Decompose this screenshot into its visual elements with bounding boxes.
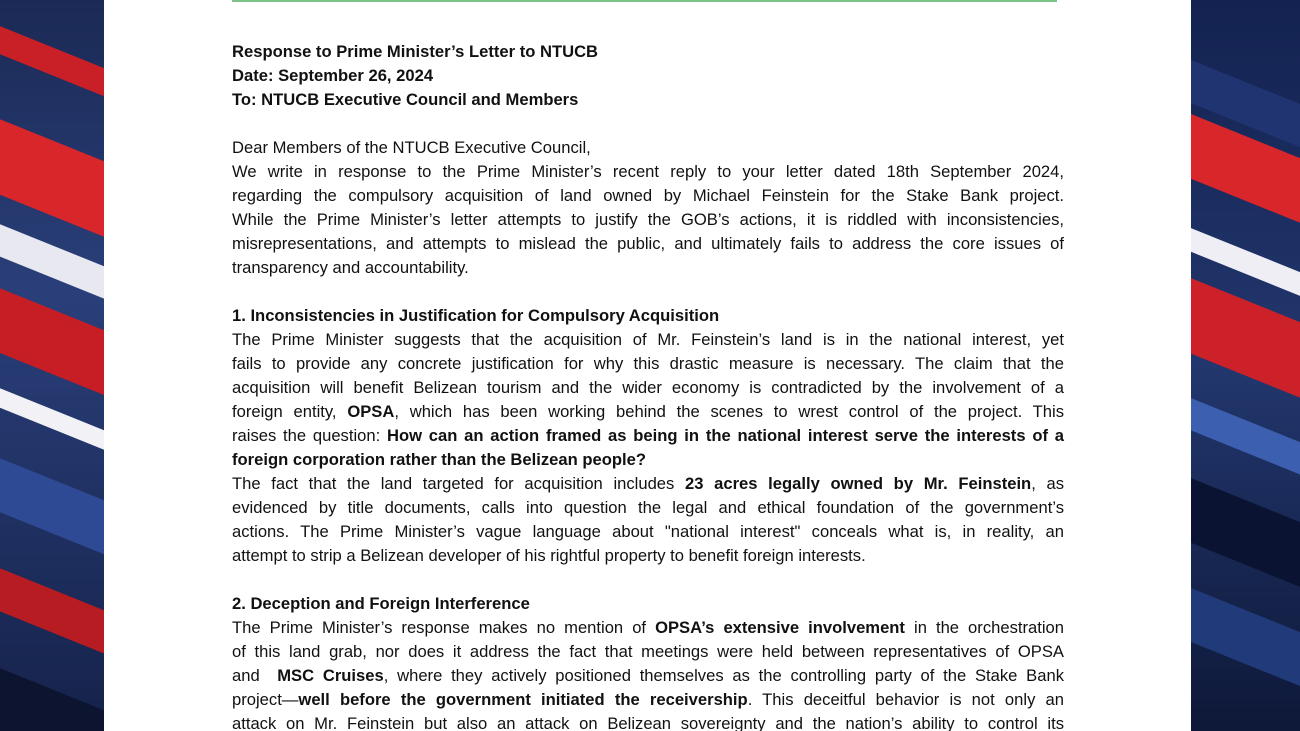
letter-date: Date: September 26, 2024 bbox=[232, 66, 434, 85]
section-2-line bbox=[232, 664, 1064, 688]
text-run: and bbox=[232, 666, 278, 685]
letter-recipients: To: NTUCB Executive Council and Members bbox=[232, 90, 579, 109]
text-run: foreign entity, bbox=[232, 402, 348, 421]
intro-line: While the Prime Minister’s letter attempts to justify the GOB’s actions, it is riddled with inconsistencies, bbox=[232, 210, 1064, 229]
top-rule bbox=[232, 0, 1057, 2]
emphasis-opsa-involvement: OPSA’s extensive involvement bbox=[655, 618, 905, 637]
intro-line: transparency and accountability. bbox=[232, 258, 469, 277]
text-run: , which has been working behind the scenes to wrest control of the project. This bbox=[394, 402, 1065, 421]
section-1-line bbox=[232, 472, 1064, 496]
section-2-line: of this land grab, nor does it address the fact that meetings were held between representatives of OPSA bbox=[232, 642, 1064, 661]
section-1-line: attempt to strip a Belizean developer of his rightful property to benefit foreign interests. bbox=[232, 546, 866, 565]
emphasis-question-end: foreign corporation rather than the Belizean people? bbox=[232, 450, 646, 469]
text-run: , as bbox=[1031, 474, 1065, 493]
section-1-line: fails to provide any concrete justification for why this drastic measure is necessary. The claim that the bbox=[232, 354, 1064, 373]
section-1-line: acquisition will benefit Belizean tourism and the wider economy is contradicted by the involvement of a bbox=[232, 378, 1064, 397]
intro-line: regarding the compulsory acquisition of land owned by Michael Feinstein for the Stake Bank project. bbox=[232, 186, 1064, 205]
section-1-line: evidenced by title documents, calls into question the legal and ethical foundation of the government’s bbox=[232, 498, 1064, 517]
emphasis-question: How can an action framed as being in the national interest serve the interests of a bbox=[387, 426, 1064, 445]
section-1-line: The Prime Minister suggests that the acquisition of Mr. Feinstein’s land is in the national interest, yet bbox=[232, 330, 1064, 349]
emphasis-acreage: 23 acres legally owned by Mr. Feinstein bbox=[685, 474, 1032, 493]
emphasis-receivership: well before the government initiated the receivership bbox=[298, 690, 748, 709]
emphasis-msc-cruises: MSC Cruises bbox=[277, 666, 384, 685]
emphasis-opsa: OPSA bbox=[347, 402, 395, 421]
text-run: The Prime Minister’s response makes no mention of bbox=[232, 618, 656, 637]
section-1-line bbox=[232, 400, 1064, 424]
document-page bbox=[104, 0, 1191, 731]
section-1-line: actions. The Prime Minister’s vague language about "national interest" conceals what is, in reality, an bbox=[232, 522, 1064, 541]
text-run: . This deceitful behavior is not only an bbox=[747, 690, 1064, 709]
intro-line: We write in response to the Prime Minister’s recent reply to your letter dated 18th September 2024, bbox=[232, 162, 1064, 181]
section-1-heading: 1. Inconsistencies in Justification for Compulsory Acquisition bbox=[232, 306, 720, 325]
text-run: The fact that the land targeted for acquisition includes bbox=[232, 474, 685, 493]
text-run: in the orchestration bbox=[904, 618, 1064, 637]
text-run: raises the question: bbox=[232, 426, 387, 445]
text-run: project— bbox=[232, 690, 299, 709]
background-graphic-left bbox=[0, 0, 104, 731]
section-2-line: attack on Mr. Feinstein but also an attack on Belizean sovereignty and the nation’s ability to control its bbox=[232, 714, 1064, 731]
letter-title: Response to Prime Minister’s Letter to NTUCB bbox=[232, 42, 599, 61]
background-graphic-right bbox=[1191, 0, 1300, 731]
letter-body bbox=[232, 40, 1064, 731]
section-2-line bbox=[232, 688, 1064, 712]
section-2-line bbox=[232, 616, 1064, 640]
salutation: Dear Members of the NTUCB Executive Council, bbox=[232, 138, 591, 157]
section-2-heading: 2. Deception and Foreign Interference bbox=[232, 594, 530, 613]
intro-line: misrepresentations, and attempts to mislead the public, and ultimately fails to address the core issues of bbox=[232, 234, 1064, 253]
text-run: , where they actively positioned themselves as the controlling party of the Stake Bank bbox=[383, 666, 1064, 685]
section-1-line bbox=[232, 424, 1064, 448]
